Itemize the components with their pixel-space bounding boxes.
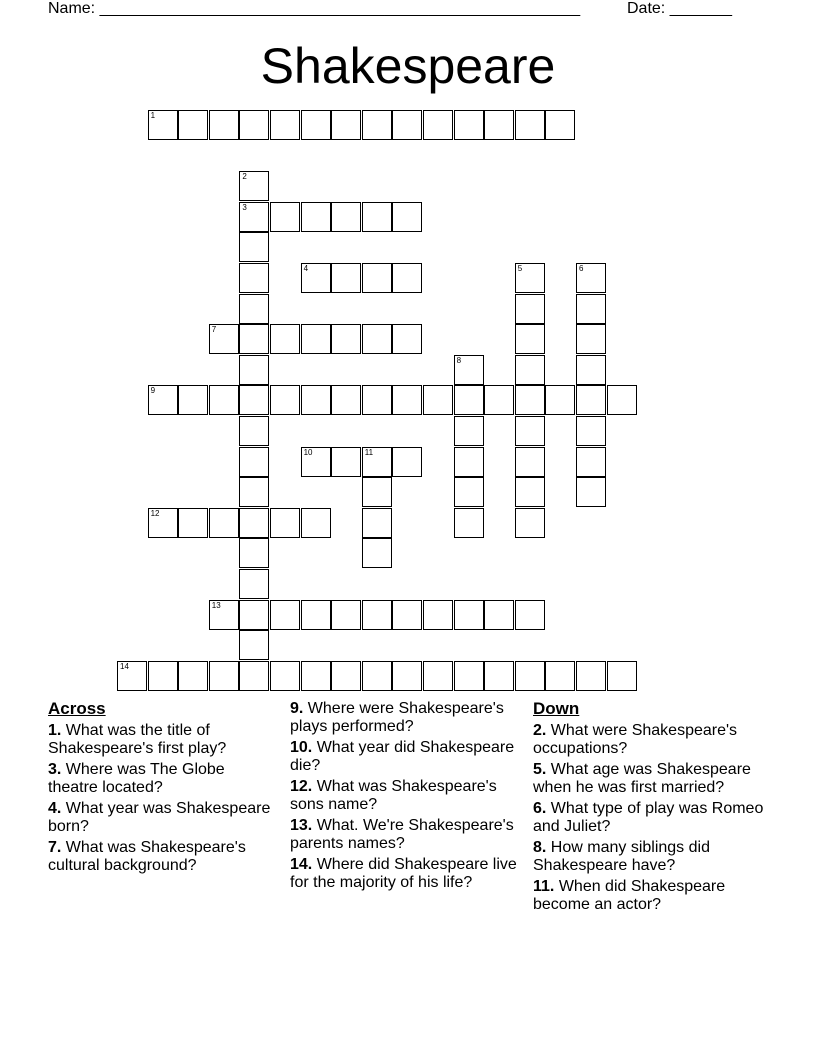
clue-across-7: 7. What was Shakespeare's cultural background? xyxy=(48,839,246,874)
clue-number: 13 xyxy=(211,600,221,610)
grid-cell[interactable] xyxy=(239,508,269,538)
clue-down-6: 6. What type of play was Romeo and Juliet? xyxy=(533,800,764,835)
grid-cell[interactable] xyxy=(239,630,269,660)
grid-cell[interactable] xyxy=(515,294,545,324)
grid-cell[interactable] xyxy=(239,538,269,568)
clue-number: 3 xyxy=(242,202,247,212)
grid-cell[interactable] xyxy=(392,447,422,477)
grid-cell[interactable] xyxy=(117,661,147,691)
grid-cell[interactable] xyxy=(392,202,422,232)
grid-cell[interactable] xyxy=(454,508,484,538)
grid-cell[interactable] xyxy=(454,110,484,140)
grid-cell[interactable] xyxy=(239,171,269,201)
clue-number: 6 xyxy=(579,264,584,273)
grid-cell[interactable] xyxy=(301,263,331,293)
grid-cell[interactable] xyxy=(545,110,575,140)
grid-cell[interactable] xyxy=(209,661,239,691)
grid-cell[interactable] xyxy=(239,661,269,691)
grid-cell[interactable] xyxy=(515,661,545,691)
grid-cell[interactable] xyxy=(607,661,637,691)
clue-number: 11 xyxy=(364,447,374,457)
grid-cell[interactable] xyxy=(239,232,269,262)
grid-cell[interactable] xyxy=(239,416,269,446)
clue-number: 8 xyxy=(456,355,462,365)
grid-cell[interactable] xyxy=(331,385,361,415)
grid-cell[interactable] xyxy=(301,600,331,630)
name-blank[interactable]: ______________________________________________________ xyxy=(95,0,581,17)
clue-number: 5 xyxy=(517,264,523,273)
across-heading: Across xyxy=(48,699,106,718)
grid-cell[interactable] xyxy=(576,385,606,415)
grid-cell[interactable] xyxy=(423,110,453,140)
grid-cell[interactable] xyxy=(331,600,361,630)
grid-cell[interactable] xyxy=(148,661,178,691)
grid-cell[interactable] xyxy=(423,385,453,415)
grid-cell[interactable] xyxy=(515,110,545,140)
grid-cell[interactable] xyxy=(301,508,331,538)
grid-cell[interactable] xyxy=(515,600,545,630)
grid-cell[interactable] xyxy=(239,202,269,232)
grid-cell[interactable] xyxy=(362,508,392,538)
grid-cell[interactable] xyxy=(331,447,361,477)
grid-cell[interactable] xyxy=(607,385,637,415)
grid-cell[interactable] xyxy=(148,110,178,140)
grid-cell[interactable] xyxy=(392,324,422,354)
grid-cell[interactable] xyxy=(362,385,392,415)
grid-cell[interactable] xyxy=(239,110,269,140)
grid-cell[interactable] xyxy=(392,385,422,415)
grid-cell[interactable] xyxy=(239,447,269,477)
grid-cell[interactable] xyxy=(239,263,269,293)
grid-cell[interactable] xyxy=(454,416,484,446)
clue-across-14: 14. Where did Shakespeare live for the majority of his life? xyxy=(290,856,517,891)
clue-number: 7 xyxy=(211,325,217,335)
grid-cell[interactable] xyxy=(270,324,300,354)
grid-cell[interactable] xyxy=(392,263,422,293)
grid-cell[interactable] xyxy=(362,477,392,507)
grid-cell[interactable] xyxy=(515,324,545,354)
grid-cell[interactable] xyxy=(362,110,392,140)
grid-cell[interactable] xyxy=(362,661,392,691)
grid-cell[interactable] xyxy=(576,416,606,446)
grid-cell[interactable] xyxy=(270,110,300,140)
grid-cell[interactable] xyxy=(209,385,239,415)
grid-cell[interactable] xyxy=(362,263,392,293)
grid-cell[interactable] xyxy=(454,355,484,385)
grid-cell[interactable] xyxy=(576,324,606,354)
grid-cell[interactable] xyxy=(178,385,208,415)
grid-cell[interactable] xyxy=(392,661,422,691)
grid-cell[interactable] xyxy=(270,661,300,691)
grid-cell[interactable] xyxy=(545,385,575,415)
clue-number: 2 xyxy=(242,172,247,182)
grid-cell[interactable] xyxy=(301,385,331,415)
grid-cell[interactable] xyxy=(423,661,453,691)
grid-cell[interactable] xyxy=(301,661,331,691)
clue-down-5: 5. What age was Shakespeare when he was first married? xyxy=(533,761,751,796)
date-label: Date: xyxy=(627,0,666,17)
grid-cell[interactable] xyxy=(392,600,422,630)
grid-cell[interactable] xyxy=(270,600,300,630)
grid-cell[interactable] xyxy=(301,447,331,477)
grid-cell[interactable] xyxy=(454,477,484,507)
grid-cell[interactable] xyxy=(515,263,545,293)
grid-cell[interactable] xyxy=(331,263,361,293)
clue-number: 14 xyxy=(120,661,129,671)
grid-cell[interactable] xyxy=(515,385,545,415)
grid-cell[interactable] xyxy=(362,324,392,354)
grid-cell[interactable] xyxy=(209,508,239,538)
grid-cell[interactable] xyxy=(301,324,331,354)
grid-cell[interactable] xyxy=(301,202,331,232)
clue-down-11: 11. When did Shakespeare become an actor? xyxy=(533,878,726,913)
across-clues-column-2 xyxy=(290,700,522,895)
clue-across-1: 1. What was the title of Shakespeare's first play? xyxy=(48,722,227,757)
clue-across-9: 9. Where were Shakespeare's plays performed? xyxy=(290,700,504,735)
grid-cell[interactable] xyxy=(178,661,208,691)
grid-cell[interactable] xyxy=(484,385,514,415)
down-heading: Down xyxy=(533,699,580,718)
grid-cell[interactable] xyxy=(362,447,392,477)
grid-cell[interactable] xyxy=(484,110,514,140)
grid-cell[interactable] xyxy=(331,661,361,691)
grid-cell[interactable] xyxy=(454,661,484,691)
page-title: Shakespeare xyxy=(260,38,556,94)
grid-cell[interactable] xyxy=(362,538,392,568)
across-clues-column xyxy=(48,700,273,878)
grid-cell[interactable] xyxy=(178,110,208,140)
grid-cell[interactable] xyxy=(576,661,606,691)
grid-cell[interactable] xyxy=(148,385,178,415)
grid-cell[interactable] xyxy=(331,202,361,232)
name-label: Name: xyxy=(48,0,96,17)
clue-number: 4 xyxy=(303,264,309,273)
down-clues-column xyxy=(533,700,773,917)
grid-cell[interactable] xyxy=(331,324,361,354)
grid-cell[interactable] xyxy=(239,600,269,630)
grid-cell[interactable] xyxy=(239,324,269,354)
clue-across-4: 4. What year was Shakespeare born? xyxy=(48,800,271,835)
clue-across-3: 3. Where was The Globe theatre located? xyxy=(48,761,225,796)
grid-cell[interactable] xyxy=(576,294,606,324)
clue-across-10: 10. What year did Shakespeare die? xyxy=(290,739,515,774)
grid-cell[interactable] xyxy=(239,294,269,324)
grid-cell[interactable] xyxy=(209,110,239,140)
grid-cell[interactable] xyxy=(270,508,300,538)
grid-cell[interactable] xyxy=(576,447,606,477)
grid-cell[interactable] xyxy=(239,355,269,385)
grid-cell[interactable] xyxy=(209,600,239,630)
grid-cell[interactable] xyxy=(484,600,514,630)
clue-across-12: 12. What was Shakespeare's sons name? xyxy=(290,778,497,813)
grid-cell[interactable] xyxy=(301,110,331,140)
grid-cell[interactable] xyxy=(454,600,484,630)
grid-cell[interactable] xyxy=(515,447,545,477)
grid-cell[interactable] xyxy=(576,355,606,385)
grid-cell[interactable] xyxy=(362,600,392,630)
clue-down-8: 8. How many siblings did Shakespeare have? xyxy=(533,839,710,874)
grid-cell[interactable] xyxy=(515,355,545,385)
clue-number: 1 xyxy=(150,111,156,120)
grid-cell[interactable] xyxy=(362,202,392,232)
clue-number: 9 xyxy=(150,386,156,396)
grid-cell[interactable] xyxy=(454,447,484,477)
grid-cell[interactable] xyxy=(270,385,300,415)
grid-cell[interactable] xyxy=(209,324,239,354)
clue-down-2: 2. What were Shakespeare's occupations? xyxy=(533,722,738,757)
grid-cell[interactable] xyxy=(331,110,361,140)
grid-cell[interactable] xyxy=(576,263,606,293)
clue-number: 12 xyxy=(150,508,160,518)
grid-cell[interactable] xyxy=(484,661,514,691)
date-blank[interactable]: _______ xyxy=(665,0,732,17)
clue-across-13: 13. What. We're Shakespeare's parents names? xyxy=(290,817,514,852)
grid-cell[interactable] xyxy=(545,661,575,691)
grid-cell[interactable] xyxy=(270,202,300,232)
grid-cell[interactable] xyxy=(178,508,208,538)
grid-cell[interactable] xyxy=(576,477,606,507)
grid-cell[interactable] xyxy=(454,385,484,415)
grid-cell[interactable] xyxy=(239,569,269,599)
grid-cell[interactable] xyxy=(239,477,269,507)
grid-cell[interactable] xyxy=(515,416,545,446)
grid-cell[interactable] xyxy=(392,110,422,140)
grid-cell[interactable] xyxy=(515,477,545,507)
grid-cell[interactable] xyxy=(148,508,178,538)
clue-number: 10 xyxy=(303,447,313,457)
grid-cell[interactable] xyxy=(515,508,545,538)
grid-cell[interactable] xyxy=(423,600,453,630)
grid-cell[interactable] xyxy=(239,385,269,415)
